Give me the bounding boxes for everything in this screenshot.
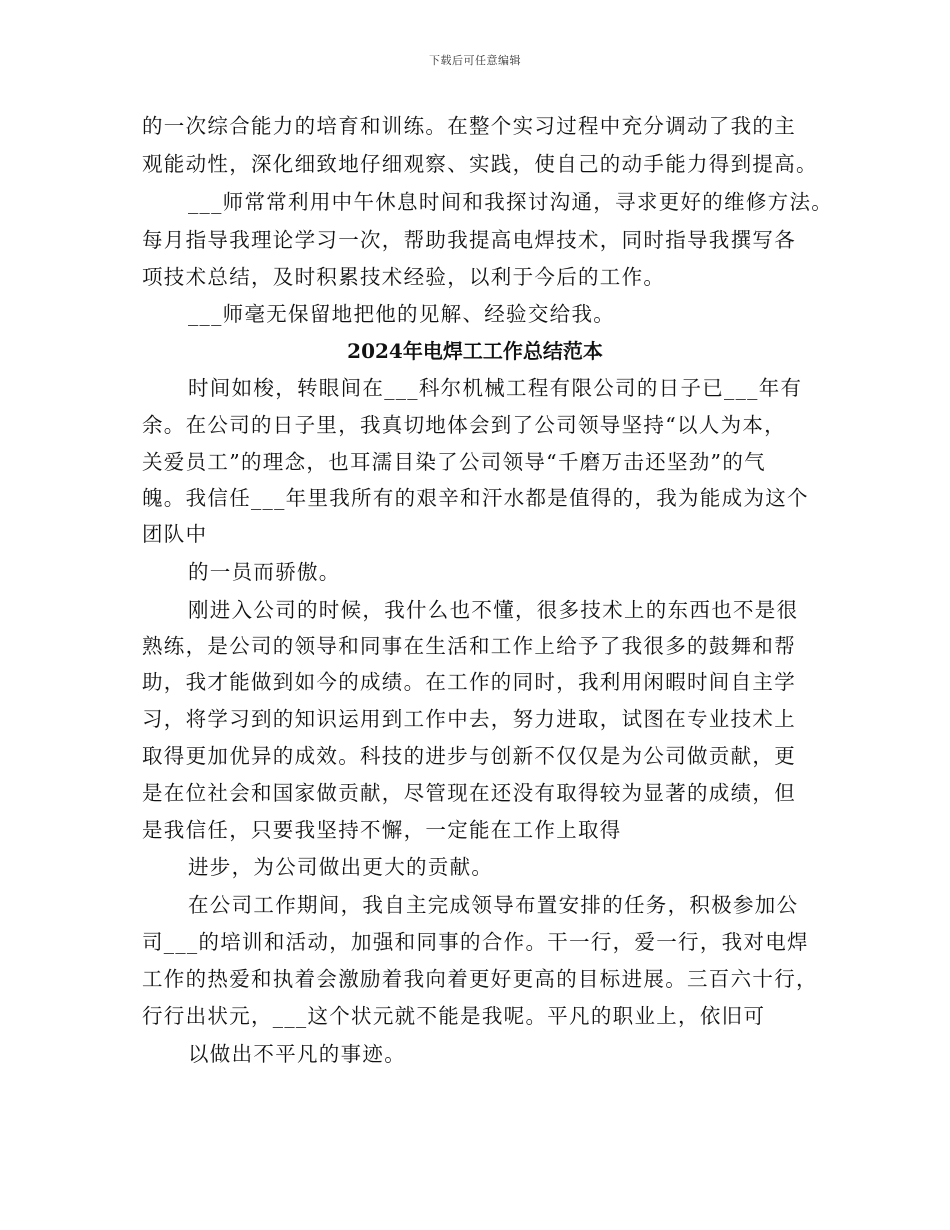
text-line: 以做出不平凡的事迹。 <box>188 1042 406 1066</box>
text-line: 团队中 <box>142 522 208 546</box>
text-line: ___师毫无保留地把他的见解、经验交给我。 <box>188 302 616 326</box>
text-line: ___师常常利用中午休息时间和我探讨沟通，寻求更好的维修方法。 <box>188 190 834 214</box>
text-line: 魄。我信任___年里我所有的艰辛和汗水都是值得的，我为能成为这个 <box>142 486 809 510</box>
text-line: 进步，为公司做出更大的贡献。 <box>188 855 494 879</box>
text-line: 项技术总结，及时积累技术经验，以利于今后的工作。 <box>142 265 666 289</box>
text-line: 观能动性，深化细致地仔细观察、实践，使自己的动手能力得到提高。 <box>142 152 818 176</box>
text-line: 助，我才能做到如今的成绩。在工作的同时，我利用闲暇时间自主学 <box>142 670 796 694</box>
text-line: 习，将学习到的知识运用到工作中去，努力进取，试图在专业技术上 <box>142 707 796 731</box>
text-line: 刚进入公司的时候，我什么也不懂，很多技术上的东西也不是很 <box>188 598 799 622</box>
text-line: 的一次综合能力的培育和训练。在整个实习过程中充分调动了我的主 <box>142 114 796 138</box>
text-line: 时间如梭，转眼间在___科尔机械工程有限公司的日子已___年有 <box>188 376 803 400</box>
text-line: 取得更加优异的成效。科技的进步与创新不仅仅是为公司做贡献，更 <box>142 744 796 768</box>
text-line: 在公司工作期间，我自主完成领导布置安排的任务，积极参加公 <box>188 893 799 917</box>
text-line: 行行出状元，___这个状元就不能是我呢。平凡的职业上，依旧可 <box>142 1004 766 1028</box>
text-line: 余。在公司的日子里，我真切地体会到了公司领导坚持“以人为本， <box>142 413 786 437</box>
text-line: 是我信任，只要我坚持不懈，一定能在工作上取得 <box>142 818 622 842</box>
text-line: 工作的热爱和执着会激励着我向着更好更高的目标进展。三百六十行， <box>142 967 818 991</box>
document-title: 2024年电焊工工作总结范本 <box>347 339 603 363</box>
text-line: 每月指导我理论学习一次，帮助我提高电焊技术，同时指导我撰写各 <box>142 228 796 252</box>
text-line: 司___的培训和活动，加强和同事的合作。干一行，爱一行，我对电焊 <box>142 930 809 954</box>
page-header: 下载后可任意编辑 <box>429 54 521 67</box>
text-line: 熟练，是公司的领导和同事在生活和工作上给予了我很多的鼓舞和帮 <box>142 634 796 658</box>
text-line: 的一员而骄傲。 <box>188 560 341 584</box>
text-line: 是在位社会和国家做贡献，尽管现在还没有取得较为显著的成绩，但 <box>142 781 796 805</box>
text-line: 关爱员工”的理念，也耳濡目染了公司领导“千磨万击还坚劲”的气 <box>142 450 766 474</box>
